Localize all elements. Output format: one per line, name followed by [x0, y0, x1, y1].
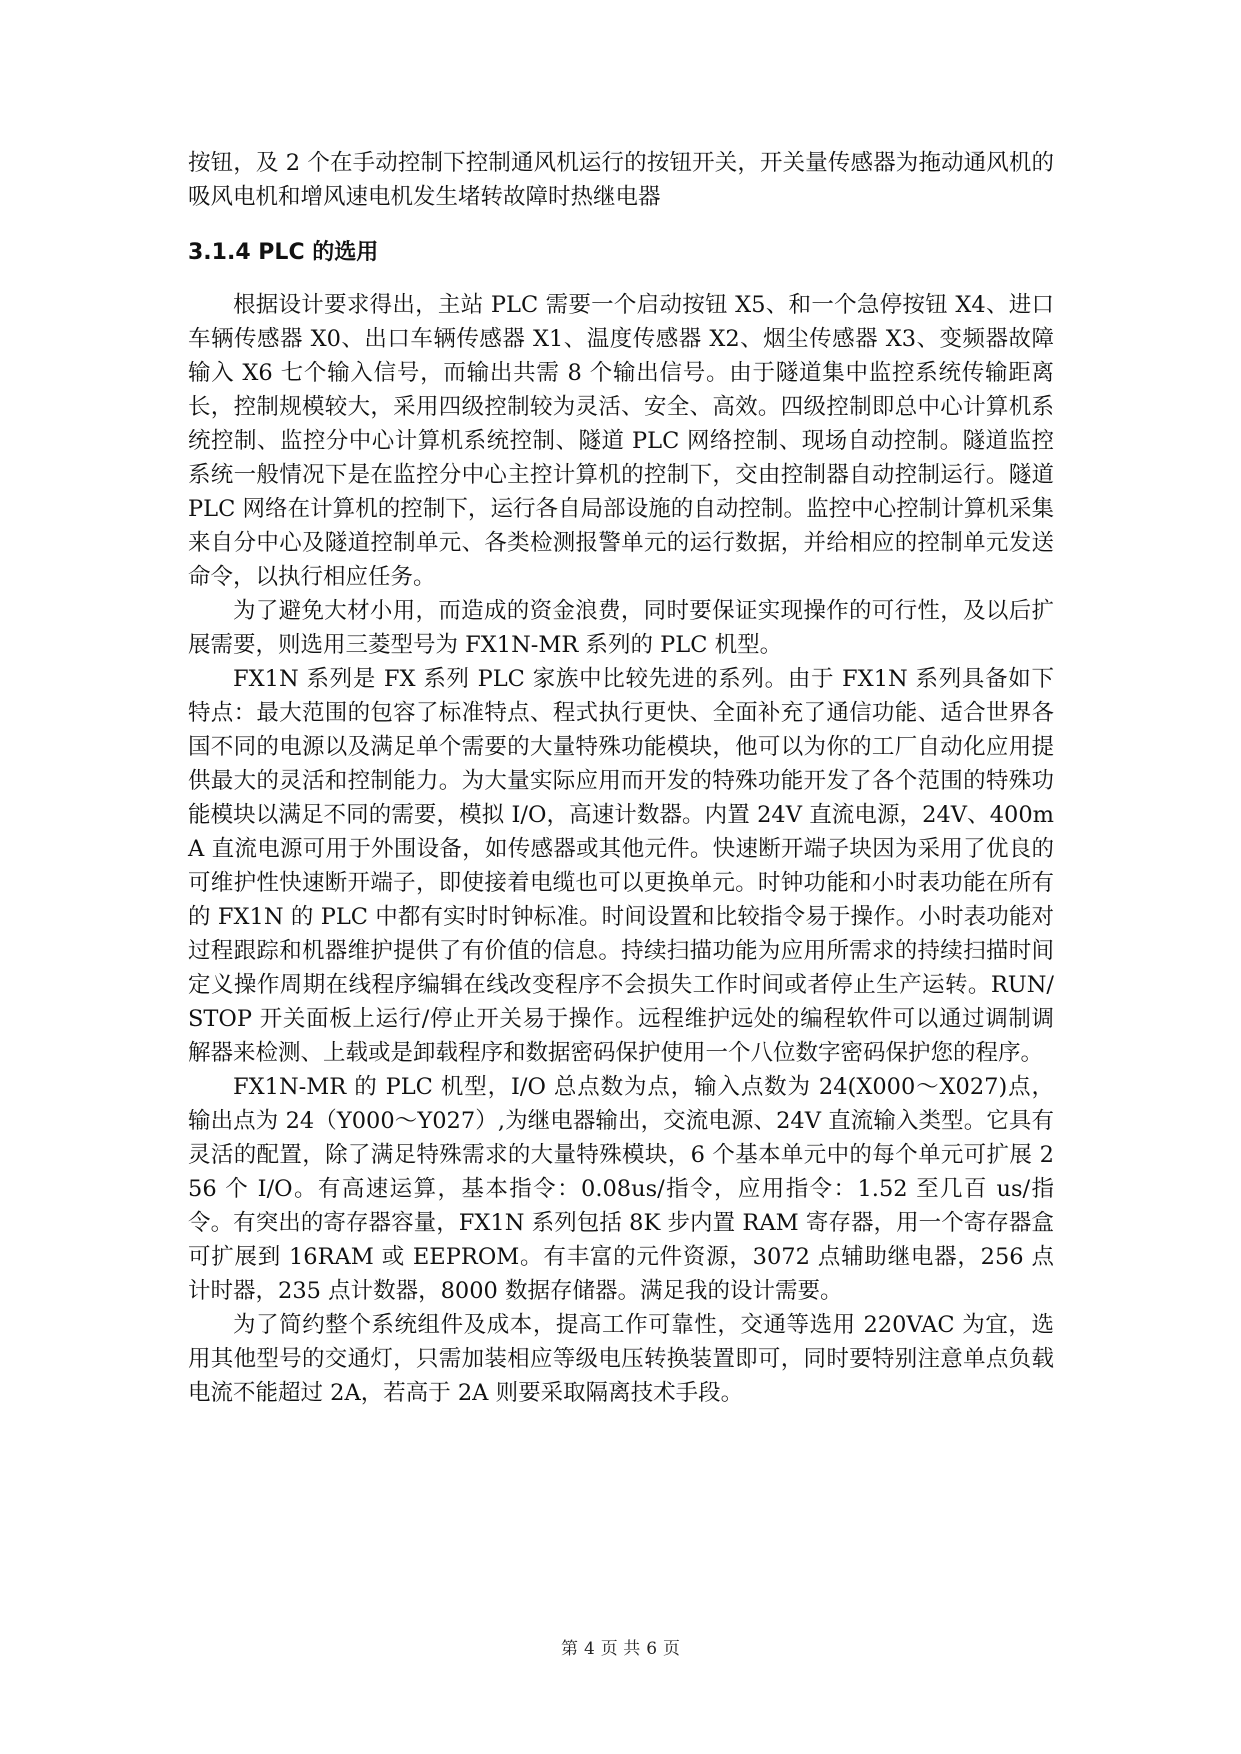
footer-prefix: 第	[560, 1639, 578, 1659]
footer-suffix: 页	[663, 1639, 681, 1659]
intro-paragraph: 按钮，及 2 个在手动控制下控制通风机运行的按钮开关，开关量传感器为拖动通风机的吸风电机和增风速电机发生堵转故障时热继电器	[188, 150, 1054, 210]
document-body	[188, 146, 1054, 1410]
paragraph-model-choice: 为了避免大材小用，而造成的资金浪费，同时要保证实现操作的可行性，及以后扩展需要，则选用三菱型号为 FX1N-MR 系列的 PLC 机型。	[188, 598, 1054, 658]
paragraph-fx1n-features: FX1N 系列是 FX 系列 PLC 家族中比较先进的系列。由于 FX1N 系列具备如下特点：最大范围的包容了标准特点、程式执行更快、全面补充了通信功能、适合世界各国不同的电源以及满足单个需要的大量特殊功能模块，他可以为你的工厂自动化应用提供最大的灵活和控制能力。为大量实际应用而开发的特殊功能开发了各个范围的特殊功能模块以满足不同的需要，模拟 I/O，高速计数器。内置 24V 直流电源，24V、400mA 直流电源可用于外围设备，如传感器或其他元件。快速断开端子块因为采用了优良的可维护性快速断开端子，即使接着电缆也可以更换单元。时钟功能和小时表功能在所有的 FX1N 的 PLC 中都有实时时钟标准。时间设置和比较指令易于操作。小时表功能对过程跟踪和机器维护提供了有价值的信息。持续扫描功能为应用所需求的持续扫描时间定义操作周期在线程序编辑在线改变程序不会损失工作时间或者停止生产运转。RUN/STOP 开关面板上运行/停止开关易于操作。远程维护远处的编程软件可以通过调制调解器来检测、上载或是卸载程序和数据密码保护使用一个八位数字密码保护您的程序。	[188, 666, 1054, 1066]
paragraph-traffic-light: 为了简约整个系统组件及成本，提高工作可靠性，交通等选用 220VAC 为宜，选用其他型号的交通灯，只需加装相应等级电压转换装置即可，同时要特别注意单点负载电流不能超过 2A，若高于 2A 则要采取隔离技术手段。	[188, 1312, 1054, 1406]
section-heading: 3.1.4 PLC 的选用	[188, 240, 379, 265]
footer-total-pages: 6	[646, 1639, 658, 1659]
page-footer	[0, 1634, 1241, 1659]
footer-current-page: 4	[583, 1639, 595, 1659]
paragraph-fx1n-mr-specs: FX1N-MR 的 PLC 机型，I/O 总点数为点，输入点数为 24(X000～X027)点，输出点为 24（Y000～Y027）,为继电器输出，交流电源、24V 直流输入类型。它具有灵活的配置，除了满足特殊需求的大量特殊模块，6 个基本单元中的每个单元可扩展 256 个 I/O。有高速运算，基本指令：0.08us/指令，应用指令：1.52 至几百 us/指令。有突出的寄存器容量，FX1N 系列包括 8K 步内置 RAM 寄存器，用一个寄存器盒可扩展到 16RAM 或 EEPROM。有丰富的元件资源，3072 点辅助继电器，256 点计时器，235 点计数器，8000 数据存储器。满足我的设计需要。	[188, 1074, 1054, 1304]
paragraph-plc-requirements: 根据设计要求得出，主站 PLC 需要一个启动按钮 X5、和一个急停按钮 X4、进口车辆传感器 X0、出口车辆传感器 X1、温度传感器 X2、烟尘传感器 X3、变频器故障输入 X6 七个输入信号，而输出共需 8 个输出信号。由于隧道集中监控系统传输距离长，控制规模较大，采用四级控制较为灵活、安全、高效。四级控制即总中心计算机系统控制、监控分中心计算机系统控制、隧道 PLC 网络控制、现场自动控制。隧道监控系统一般情况下是在监控分中心主控计算机的控制下，交由控制器自动控制运行。隧道 PLC 网络在计算机的控制下，运行各自局部设施的自动控制。监控中心控制计算机采集来自分中心及隧道控制单元、各类检测报警单元的运行数据，并给相应的控制单元发送命令，以执行相应任务。	[188, 292, 1054, 590]
footer-mid: 页 共	[600, 1639, 641, 1659]
